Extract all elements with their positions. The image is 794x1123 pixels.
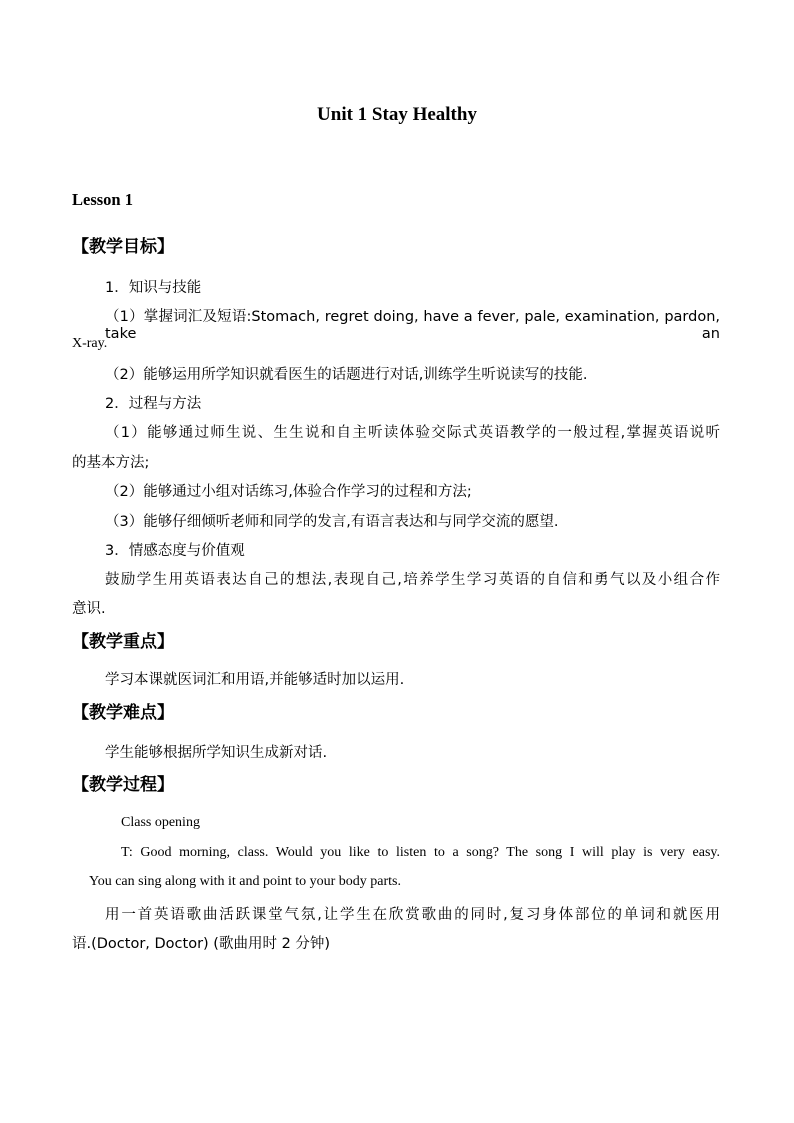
objective-1-2: （2）能够运用所学知识就看医生的话题进行对话,训练学生听说读写的技能. bbox=[105, 367, 588, 383]
teacher-line-1: T: Good morning, class. Would you like to listen to a song? The song I will play is very easy. bbox=[121, 845, 720, 860]
objective-2-3: （3）能够仔细倾听老师和同学的发言,有语言表达和与同学交流的愿望. bbox=[105, 514, 559, 530]
document-title: Unit 1 Stay Healthy bbox=[317, 104, 477, 125]
key-points-heading: 【教学重点】 bbox=[72, 632, 174, 652]
teacher-line-2: You can sing along with it and point to your body parts. bbox=[89, 874, 402, 889]
process-heading: 【教学过程】 bbox=[72, 775, 174, 795]
objective-1-title: 1．知识与技能 bbox=[105, 280, 202, 296]
process-cn-line2: 语.(Doctor, Doctor) (歌曲用时 2 分钟) bbox=[72, 936, 331, 952]
objective-2-title: 2．过程与方法 bbox=[105, 396, 202, 412]
objective-1-1-line1: （1）掌握词汇及短语:Stomach, regret doing, have a fever, pale, examination, pardon, take an bbox=[105, 309, 720, 342]
objective-3-line1: 鼓励学生用英语表达自己的想法,表现自己,培养学生学习英语的自信和勇气以及小组合作 bbox=[105, 572, 720, 588]
objective-3-title: 3．情感态度与价值观 bbox=[105, 543, 245, 559]
objective-2-2: （2）能够通过小组对话练习,体验合作学习的过程和方法; bbox=[105, 484, 472, 500]
process-cn-line1: 用一首英语歌曲活跃课堂气氛,让学生在欣赏歌曲的同时,复习身体部位的单词和就医用 bbox=[105, 907, 720, 923]
objective-1-1-line2: X-ray. bbox=[72, 336, 108, 351]
key-points-text: 学习本课就医词汇和用语,并能够适时加以运用. bbox=[105, 672, 405, 688]
difficulties-heading: 【教学难点】 bbox=[72, 703, 174, 723]
objective-3-line2: 意识. bbox=[72, 601, 106, 617]
objectives-heading: 【教学目标】 bbox=[72, 237, 174, 257]
objective-2-1-line1: （1）能够通过师生说、生生说和自主听读体验交际式英语教学的一般过程,掌握英语说听 bbox=[105, 425, 720, 441]
difficulties-text: 学生能够根据所学知识生成新对话. bbox=[105, 745, 328, 761]
class-opening-label: Class opening bbox=[121, 815, 200, 830]
objective-2-1-line2: 的基本方法; bbox=[72, 455, 150, 471]
lesson-label: Lesson 1 bbox=[72, 190, 133, 209]
